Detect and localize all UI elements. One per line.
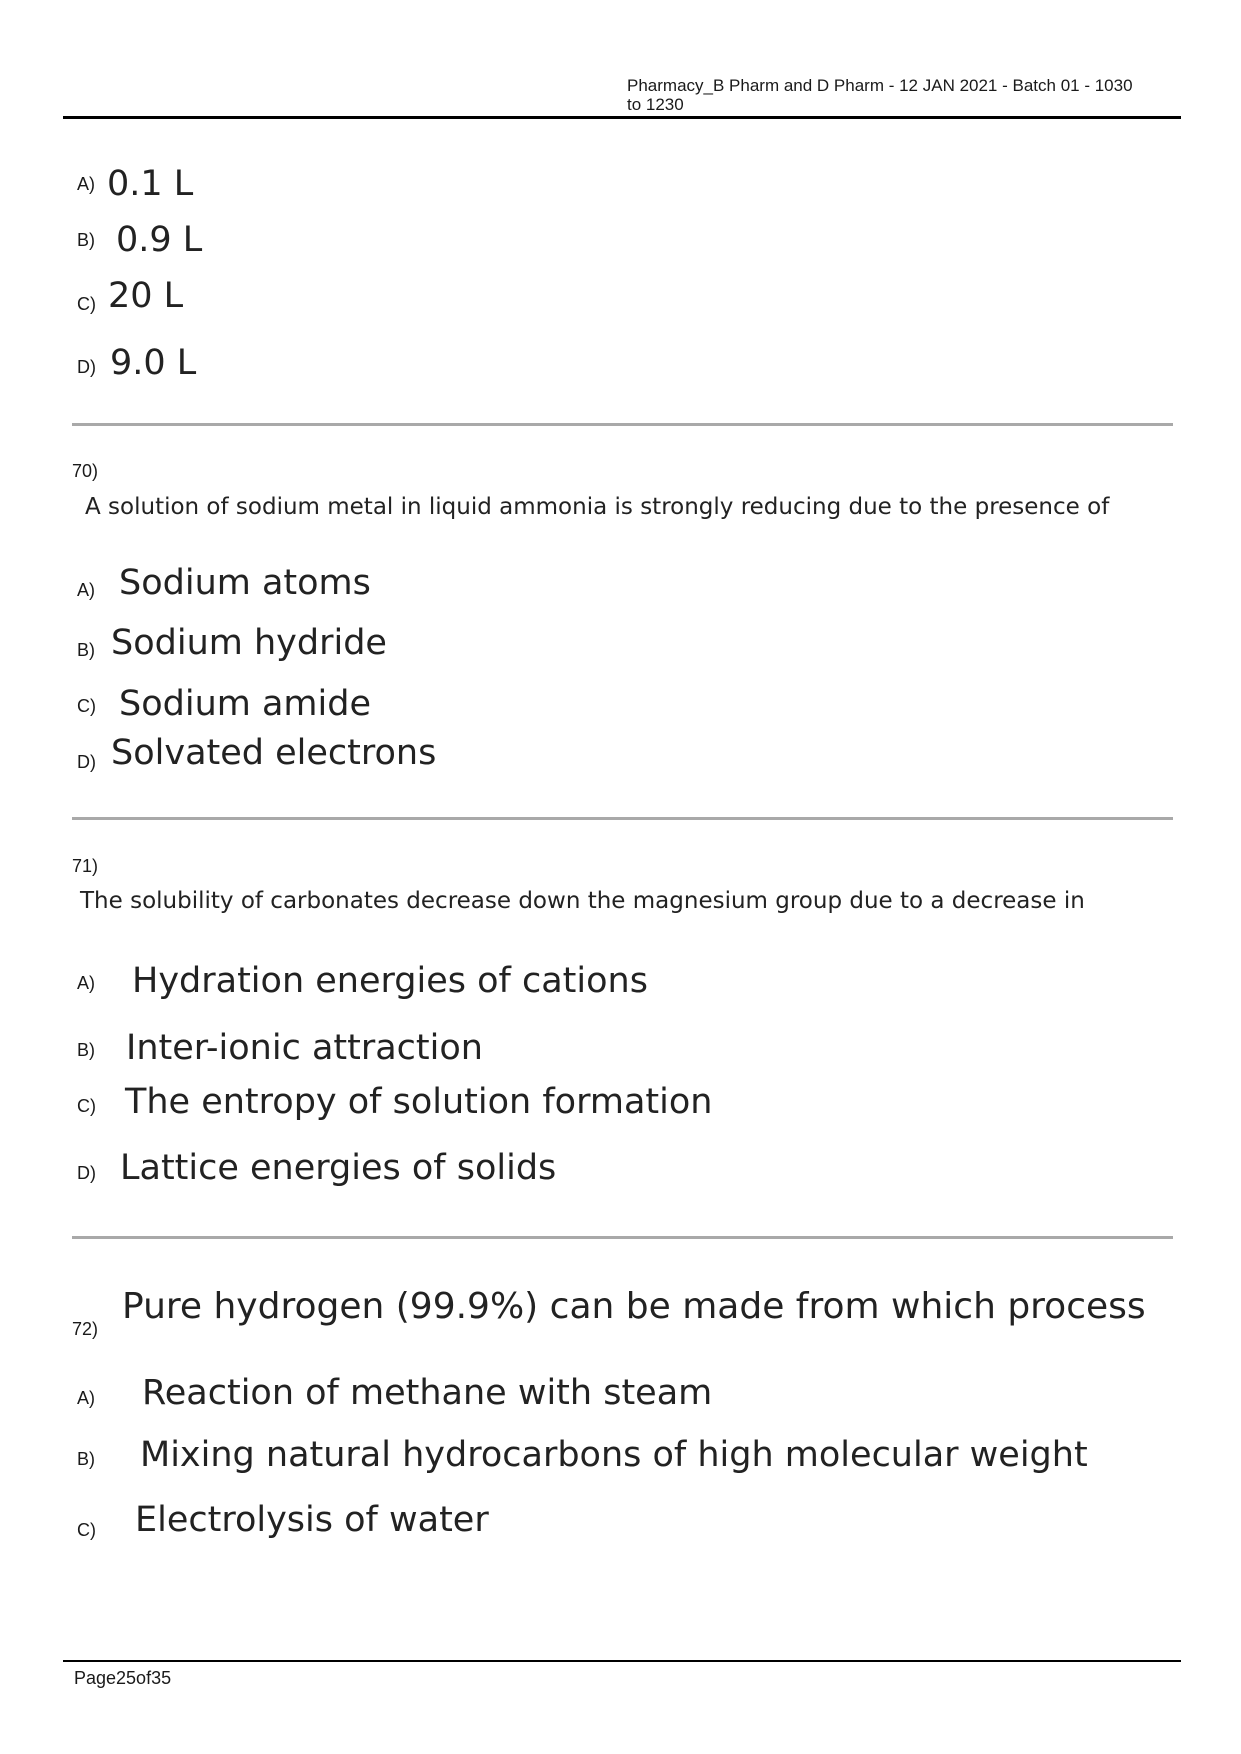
option-text: 0.9 L	[116, 220, 203, 260]
option-label: A)	[77, 973, 95, 993]
option-label: D)	[77, 1163, 96, 1183]
footer-rule	[63, 1660, 1181, 1662]
option-label: B)	[77, 1449, 95, 1469]
option-label: A)	[77, 1388, 95, 1408]
option-label: D)	[77, 752, 96, 772]
option-label: C)	[77, 1520, 96, 1540]
option-text: Lattice energies of solids	[120, 1148, 557, 1188]
option-label: C)	[77, 294, 96, 314]
option-text: 20 L	[108, 276, 184, 316]
question-number: 71)	[72, 856, 99, 876]
question-separator	[72, 423, 1173, 426]
header-rule	[63, 116, 1181, 119]
option-text: Reaction of methane with steam	[142, 1373, 713, 1413]
question-stem: A solution of sodium metal in liquid ammonia is strongly reducing due to the presence of	[85, 494, 1110, 520]
option-text: The entropy of solution formation	[125, 1082, 713, 1122]
option-label: A)	[77, 174, 95, 194]
exam-title: Pharmacy_B Pharm and D Pharm - 12 JAN 2021 - Batch 01 - 1030 to 1230	[627, 76, 1133, 114]
question-number: 72)	[72, 1319, 99, 1339]
option-text: Inter-ionic attraction	[126, 1028, 483, 1068]
option-label: C)	[77, 696, 96, 716]
question-stem: Pure hydrogen (99.9%) can be made from which process	[122, 1286, 1146, 1327]
option-label: C)	[77, 1096, 96, 1116]
option-label: B)	[77, 640, 95, 660]
question-number: 70)	[72, 461, 99, 481]
option-text: Electrolysis of water	[135, 1500, 489, 1540]
option-label: B)	[77, 1040, 95, 1060]
option-label: A)	[77, 580, 95, 600]
option-text: Sodium hydride	[111, 623, 387, 663]
question-stem: The solubility of carbonates decrease down the magnesium group due to a decrease in	[80, 888, 1085, 914]
option-text: Sodium amide	[119, 684, 371, 724]
question-separator	[72, 817, 1173, 820]
option-text: Hydration energies of cations	[132, 961, 648, 1001]
option-text: 9.0 L	[110, 343, 197, 383]
option-text: Solvated electrons	[111, 733, 437, 773]
option-text: Mixing natural hydrocarbons of high molecular weight	[140, 1435, 1088, 1475]
option-label: B)	[77, 230, 95, 250]
option-text: 0.1 L	[107, 164, 194, 204]
option-label: D)	[77, 357, 96, 377]
option-text: Sodium atoms	[119, 563, 371, 603]
page-number: Page25of35	[74, 1668, 172, 1688]
question-separator	[72, 1236, 1173, 1239]
